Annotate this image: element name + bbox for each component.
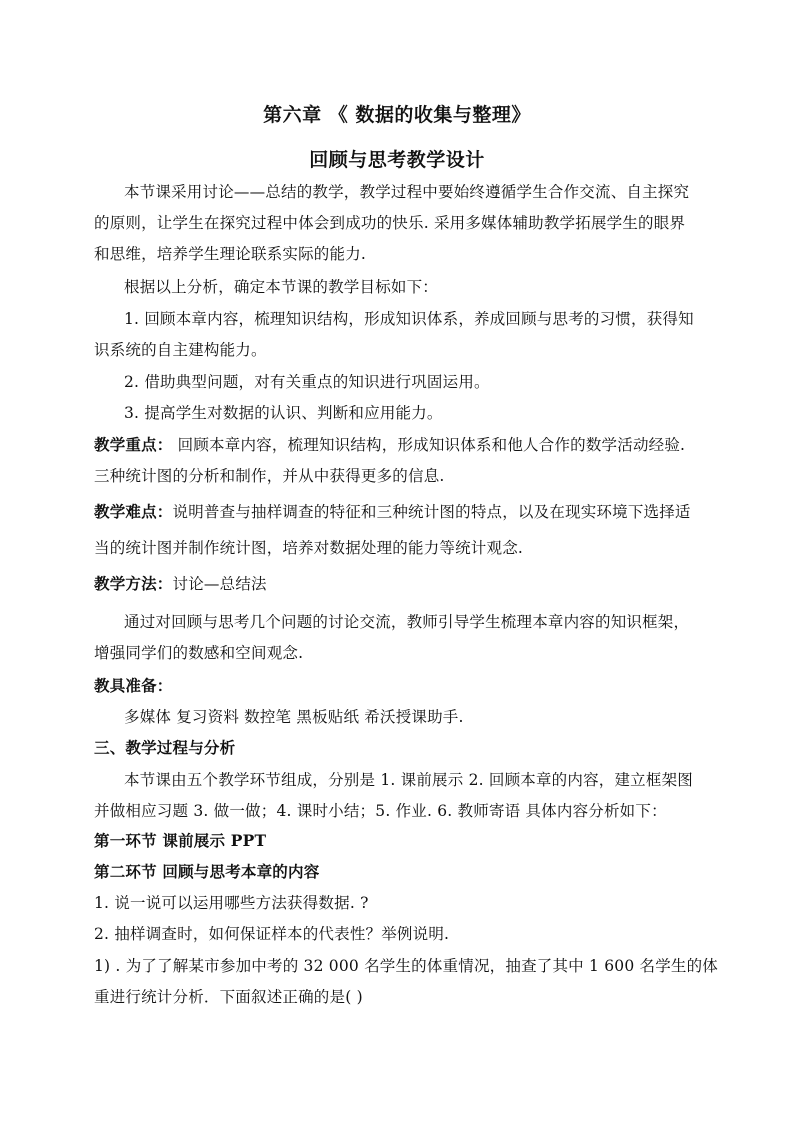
intro-line-2: 的原则，让学生在探究过程中体会到成功的快乐. 采用多媒体辅助教学拓展学生的眼界 bbox=[94, 214, 686, 232]
tools-text: 多媒体 复习资料 数控笔 黑板贴纸 希沃授课助手. bbox=[124, 708, 464, 726]
question-3-line-1: 1) . 为了了解某市参加中考的 32 000 名学生的体重情况，抽查了其中 1 600 名学生的体 bbox=[94, 957, 719, 975]
key-points-text-1: 回顾本章内容，梳理知识结构，形成知识体系和他人合作的数学活动经验. bbox=[172, 436, 686, 454]
method-desc-line-2: 增强同学们的数感和空间观念. bbox=[94, 644, 304, 662]
goal-1-line-2: 识系统的自主建构能力。 bbox=[94, 341, 267, 359]
chapter-title: 第六章 《 数据的收集与整理》 bbox=[263, 104, 531, 126]
intro-line-3: 和思维，培养学生理论联系实际的能力. bbox=[94, 245, 367, 263]
key-points-text-2: 三种统计图的分析和制作，并从中获得更多的信息. bbox=[94, 467, 445, 485]
goal-2: 2. 借助典型问题，对有关重点的知识进行巩固运用。 bbox=[124, 373, 490, 391]
goal-1-line-1: 1. 回顾本章内容，梳理知识结构，形成知识体系，养成回顾与思考的习惯，获得知 bbox=[124, 310, 694, 328]
process-line-2: 并做相应习题 3. 做一做；4. 课时小结；5. 作业. 6. 教师寄语 具体内容分析如下： bbox=[94, 802, 667, 820]
teaching-method-label: 教学方法： bbox=[94, 574, 173, 593]
step-1-heading: 第一环节 课前展示 PPT bbox=[94, 831, 267, 850]
teaching-method bbox=[94, 574, 267, 594]
document-subtitle: 回顾与思考教学设计 bbox=[309, 149, 485, 171]
difficult-points-label: 教学难点： bbox=[94, 502, 173, 521]
goals-intro: 根据以上分析，确定本节课的教学目标如下： bbox=[124, 278, 439, 296]
difficult-points-text-1: 说明普查与抽样调查的特征和三种统计图的特点，以及在现实环境下选择适 bbox=[172, 503, 691, 521]
section-3-heading: 三、教学过程与分析 bbox=[94, 738, 236, 757]
intro-line-1: 本节课采用讨论——总结的教学，教学过程中要始终遵循学生合作交流、自主探究 bbox=[124, 183, 690, 201]
tools-label: 教具准备： bbox=[94, 676, 173, 695]
key-points bbox=[94, 435, 685, 455]
method-desc-line-1: 通过对回顾与思考几个问题的讨论交流，教师引导学生梳理本章内容的知识框架， bbox=[124, 613, 690, 631]
step-2-heading: 第二环节 回顾与思考本章的内容 bbox=[94, 862, 320, 881]
difficult-points-text-2: 当的统计图并制作统计图，培养对数据处理的能力等统计观念. bbox=[94, 539, 524, 557]
goal-3: 3. 提高学生对数据的认识、判断和应用能力。 bbox=[124, 404, 443, 422]
question-1: 1. 说一说可以运用哪些方法获得数据. ? bbox=[94, 894, 369, 912]
key-points-label: 教学重点： bbox=[94, 435, 173, 454]
question-2: 2. 抽样调查时，如何保证样本的代表性？举例说明. bbox=[94, 925, 450, 943]
teaching-method-text: 讨论—总结法 bbox=[172, 575, 267, 593]
difficult-points bbox=[94, 502, 691, 522]
process-line-1: 本节课由五个教学环节组成，分别是 1. 课前展示 2. 回顾本章的内容，建立框架图 bbox=[124, 771, 693, 789]
question-3-line-2: 重进行统计分析．下面叙述正确的是( ) bbox=[94, 988, 363, 1006]
